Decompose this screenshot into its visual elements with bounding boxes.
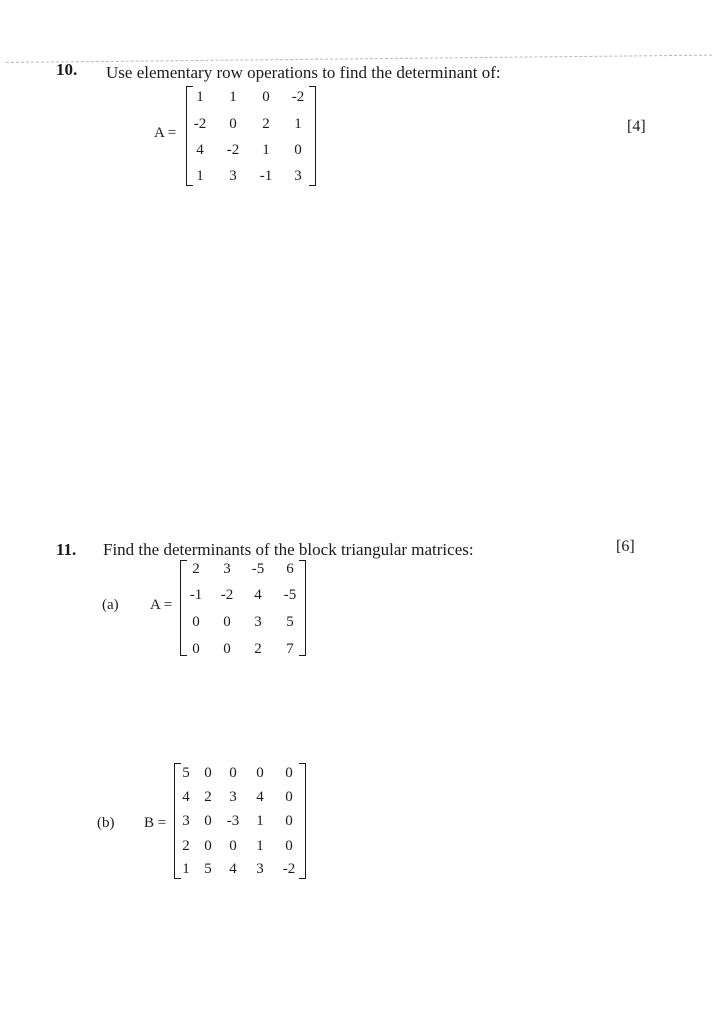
matrix-cell: 0 <box>229 838 237 854</box>
matrix-cell: -2 <box>291 89 305 105</box>
matrix-cell: 1 <box>256 813 264 829</box>
matrix-cell: 0 <box>294 142 302 158</box>
question-10-matrix <box>186 86 316 186</box>
question-10-marks: [4] <box>627 118 646 135</box>
matrix-cell: 3 <box>223 561 231 577</box>
matrix-cell: 3 <box>256 861 264 877</box>
question-11-marks: [6] <box>616 538 635 555</box>
matrix-cell: 3 <box>254 614 262 630</box>
part-b-matrix-label: B = <box>144 815 167 831</box>
matrix-cell: 2 <box>204 789 212 805</box>
matrix-cell: 0 <box>285 765 293 781</box>
question-10-number: 10. <box>56 60 78 79</box>
matrix-cell: 3 <box>294 168 302 184</box>
question-10-matrix-label: A = <box>154 125 177 141</box>
matrix-cell: 0 <box>192 614 200 630</box>
part-a-label: (a) <box>102 597 119 613</box>
matrix-cell: 5 <box>286 614 294 630</box>
matrix-cell: 1 <box>294 116 302 132</box>
matrix-cell: 4 <box>182 789 190 805</box>
matrix-cell: 0 <box>262 89 270 105</box>
matrix-cell: -3 <box>226 813 240 829</box>
top-rule-line <box>6 55 712 63</box>
matrix-cell: 1 <box>229 89 237 105</box>
question-10-text: Use elementary row operations to find the determinant of: <box>106 63 501 82</box>
matrix-cell: 4 <box>256 789 264 805</box>
matrix-cell: 3 <box>182 813 190 829</box>
matrix-cell: 0 <box>204 765 212 781</box>
matrix-cell: -2 <box>193 116 207 132</box>
matrix-cell: 7 <box>286 641 294 657</box>
matrix-cell: 6 <box>286 561 294 577</box>
matrix-cell: 2 <box>182 838 190 854</box>
matrix-cell: 3 <box>229 789 237 805</box>
matrix-cell: 1 <box>256 838 264 854</box>
question-11-number: 11. <box>56 540 77 559</box>
matrix-cell: 1 <box>262 142 270 158</box>
matrix-cell: 0 <box>229 116 237 132</box>
matrix-cell: 0 <box>204 813 212 829</box>
matrix-cell: 4 <box>196 142 204 158</box>
question-11-text: Find the determinants of the block triangular matrices: <box>103 540 474 559</box>
matrix-cell: 0 <box>223 641 231 657</box>
part-a-matrix-label: A = <box>150 597 173 613</box>
matrix-cell: 3 <box>229 168 237 184</box>
matrix-cell: -1 <box>259 168 273 184</box>
matrix-cell: 5 <box>182 765 190 781</box>
matrix-cell: 0 <box>285 813 293 829</box>
matrix-cell: 2 <box>254 641 262 657</box>
matrix-cell: 0 <box>229 765 237 781</box>
matrix-cell: 2 <box>262 116 270 132</box>
matrix-cell: 2 <box>192 561 200 577</box>
matrix-cell: 0 <box>192 641 200 657</box>
part-b-matrix <box>174 763 306 879</box>
matrix-cell: 0 <box>285 789 293 805</box>
matrix-cell: 0 <box>204 838 212 854</box>
matrix-cell: 0 <box>285 838 293 854</box>
matrix-cell: 1 <box>196 168 204 184</box>
part-a-matrix <box>180 560 306 656</box>
matrix-cell: -2 <box>282 861 296 877</box>
matrix-cell: 1 <box>182 861 190 877</box>
matrix-cell: 0 <box>256 765 264 781</box>
matrix-cell: 5 <box>204 861 212 877</box>
matrix-cell: -1 <box>189 587 203 603</box>
matrix-cell: -5 <box>251 561 265 577</box>
matrix-cell: -2 <box>226 142 240 158</box>
matrix-cell: 0 <box>223 614 231 630</box>
matrix-cell: 1 <box>196 89 204 105</box>
part-b-label: (b) <box>97 815 115 831</box>
matrix-cell: 4 <box>254 587 262 603</box>
matrix-cell: 4 <box>229 861 237 877</box>
matrix-cell: -5 <box>283 587 297 603</box>
matrix-cell: -2 <box>220 587 234 603</box>
